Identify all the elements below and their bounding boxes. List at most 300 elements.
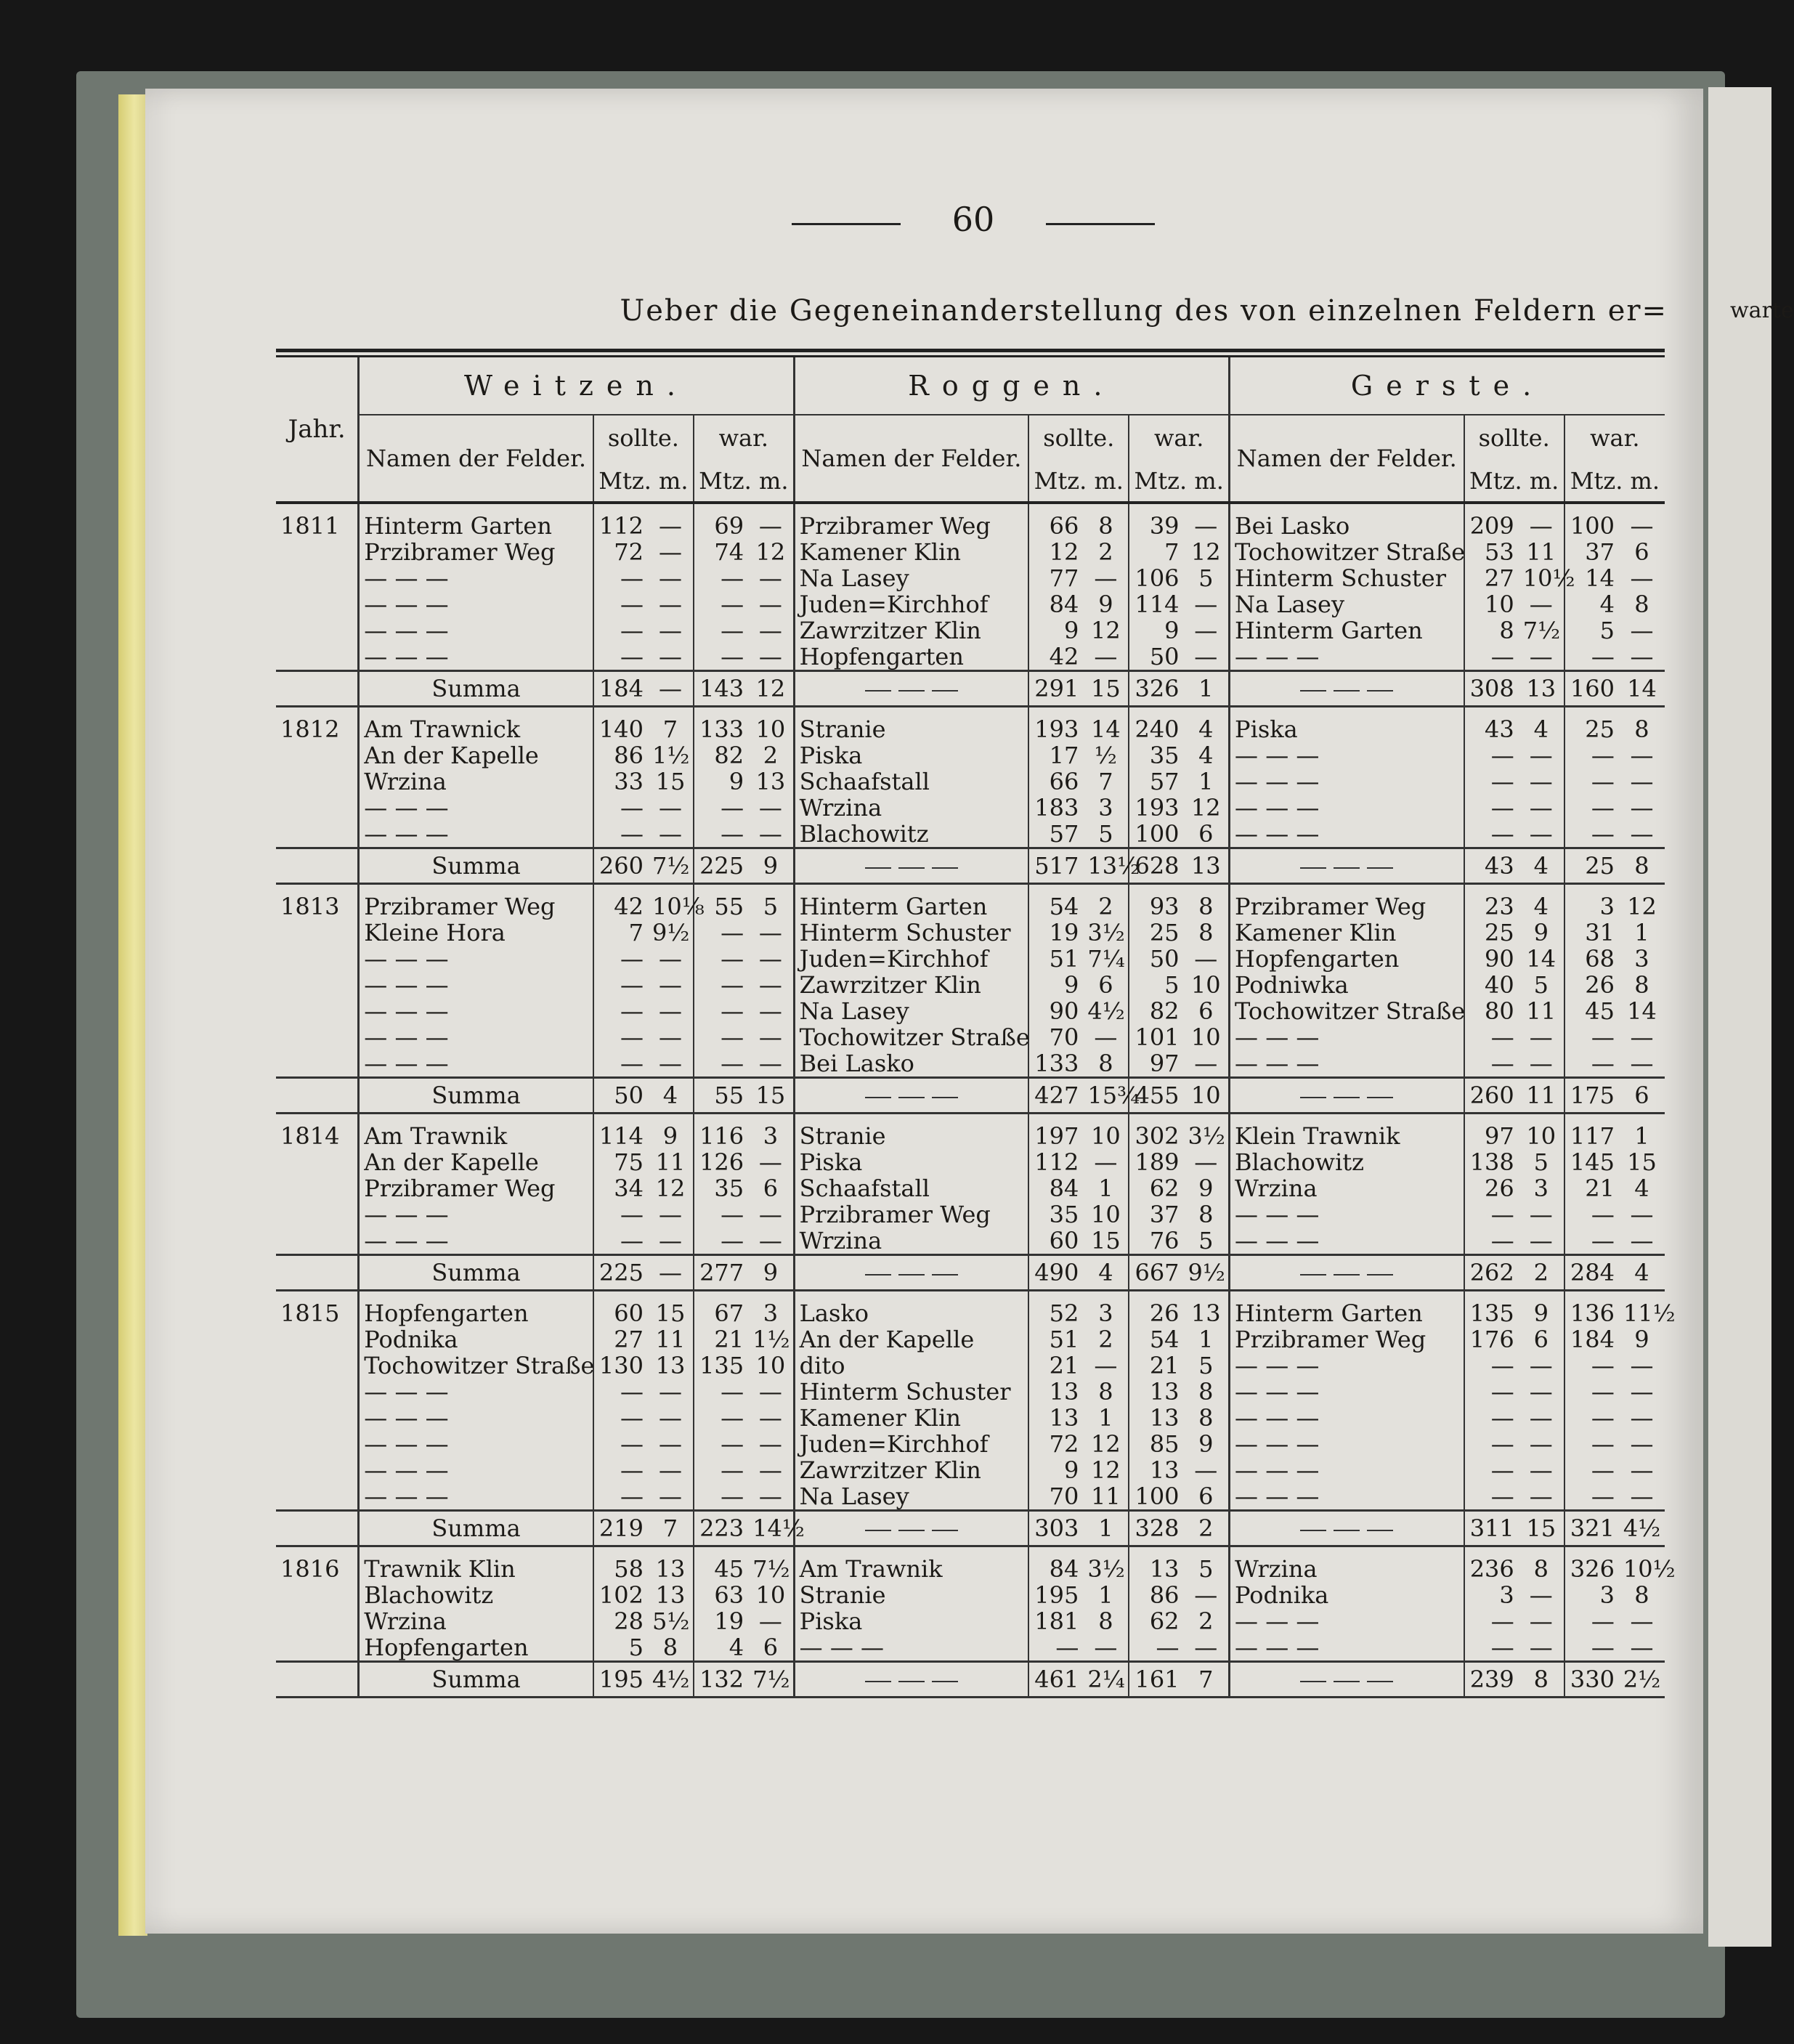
- field-name-cell: Wrzina: [1230, 1175, 1464, 1201]
- sollte-header: sollte.: [1464, 415, 1564, 461]
- value-cell: —: [593, 1024, 648, 1050]
- field-name-cell: — — —: [1230, 1457, 1464, 1483]
- value-cell: 10: [1091, 1201, 1121, 1228]
- value-cell: —: [658, 1404, 682, 1432]
- field-name-cell: — — —: [1230, 1608, 1464, 1634]
- value-cell: 133: [694, 707, 748, 743]
- sum-value-cell: 184: [593, 671, 648, 707]
- value-cell: 26: [1464, 1175, 1519, 1201]
- field-name-cell: — — —: [1230, 821, 1464, 848]
- value-cell: 6: [1098, 971, 1113, 999]
- value-cell: —: [758, 1456, 782, 1484]
- sum-row: [276, 1255, 1665, 1291]
- sum-value-cell: 308: [1464, 671, 1519, 707]
- sum-spacer: [1230, 848, 1464, 884]
- value-cell: 2: [1198, 1607, 1214, 1635]
- value-cell: —: [694, 1024, 748, 1050]
- value-cell: 54: [1129, 1326, 1183, 1352]
- value-cell: 12: [1028, 539, 1083, 565]
- value-cell: 69: [694, 503, 748, 539]
- field-name-cell: — — —: [1230, 1405, 1464, 1431]
- value-cell: 193: [1028, 707, 1083, 743]
- sum-value-cell: 6: [1619, 1078, 1665, 1114]
- value-cell: —: [758, 1430, 782, 1458]
- value-cell: 52: [1028, 1291, 1083, 1327]
- dash-mark: [898, 1530, 925, 1531]
- field-name-cell: Hopfengarten: [359, 1634, 593, 1662]
- value-cell: —: [1564, 821, 1619, 848]
- table-row: [276, 1149, 1665, 1175]
- value-cell: 8: [1198, 1378, 1214, 1406]
- value-cell: 50: [1129, 946, 1183, 972]
- sum-value-cell: 1: [1083, 1511, 1129, 1546]
- field-name-cell: — — —: [359, 1483, 593, 1511]
- value-cell: 39: [1129, 503, 1183, 539]
- table-row: [276, 946, 1665, 972]
- table-row: [276, 707, 1665, 743]
- field-name-cell: Bei Lasko: [1230, 503, 1464, 539]
- value-cell: 84: [1028, 1175, 1083, 1201]
- value-cell: —: [1464, 1483, 1519, 1511]
- sum-value-cell: 13: [1184, 848, 1230, 884]
- dash-mark: [865, 1681, 891, 1682]
- value-cell: 176: [1464, 1326, 1519, 1352]
- dash-mark: [1334, 690, 1360, 692]
- value-cell: 15: [1627, 1148, 1657, 1176]
- value-cell: 21: [1028, 1352, 1083, 1379]
- value-cell: 58: [593, 1546, 648, 1583]
- value-cell: —: [1630, 742, 1654, 769]
- value-cell: —: [593, 1483, 648, 1511]
- value-cell: —: [1194, 512, 1218, 540]
- value-cell: —: [593, 1228, 648, 1255]
- harvest-table: [276, 357, 1676, 1698]
- value-cell: 1: [1634, 1122, 1649, 1150]
- sum-value-cell: 43: [1464, 848, 1519, 884]
- field-name-cell: — — —: [1230, 1431, 1464, 1457]
- value-cell: —: [1630, 1227, 1654, 1254]
- sum-label: Summa: [359, 1255, 593, 1291]
- value-cell: —: [593, 795, 648, 821]
- dash-mark: [898, 1274, 925, 1276]
- dash-mark: [1300, 1530, 1326, 1531]
- value-cell: —: [658, 997, 682, 1025]
- value-cell: —: [1194, 1148, 1218, 1176]
- value-cell: —: [1529, 1404, 1553, 1432]
- sum-value-cell: 517: [1028, 848, 1083, 884]
- value-cell: —: [694, 998, 748, 1024]
- value-cell: 31: [1564, 920, 1619, 946]
- field-name-cell: Kamener Klin: [1230, 920, 1464, 946]
- table-row: [276, 742, 1665, 768]
- field-name-cell: Wrzina: [794, 795, 1028, 821]
- value-cell: 72: [1028, 1431, 1083, 1457]
- table-row: [276, 821, 1665, 848]
- value-cell: —: [658, 591, 682, 618]
- value-cell: 17: [1028, 742, 1083, 768]
- value-cell: —: [758, 1227, 782, 1254]
- value-cell: —: [593, 998, 648, 1024]
- sum-value-cell: 490: [1028, 1255, 1083, 1291]
- value-cell: 62: [1129, 1175, 1183, 1201]
- value-cell: 12: [1190, 538, 1221, 566]
- sum-value-cell: 25: [1564, 848, 1619, 884]
- value-cell: —: [1464, 768, 1519, 795]
- value-cell: —: [1564, 1228, 1619, 1255]
- sum-value-cell: 2: [1519, 1255, 1564, 1291]
- sum-value-cell: 8: [1619, 848, 1665, 884]
- value-cell: 21: [694, 1326, 748, 1352]
- grain-header-row: [276, 357, 1665, 415]
- value-cell: 19: [694, 1608, 748, 1634]
- value-cell: —: [1564, 1024, 1619, 1050]
- value-cell: 11: [1091, 1483, 1121, 1510]
- value-cell: 13: [1190, 1299, 1221, 1327]
- value-cell: —: [1529, 1581, 1553, 1609]
- value-cell: 82: [694, 742, 748, 768]
- field-name-cell: Zawrzitzer Klin: [794, 1457, 1028, 1483]
- sum-year-spacer: [276, 671, 359, 707]
- dash-mark: [932, 867, 958, 869]
- dash-mark: [898, 1097, 925, 1098]
- value-cell: —: [758, 1148, 782, 1176]
- sum-row: [276, 1662, 1665, 1698]
- field-name-cell: — — —: [1230, 742, 1464, 768]
- value-cell: —: [758, 794, 782, 822]
- value-cell: 25: [1464, 920, 1519, 946]
- sum-value-cell: 4: [648, 1078, 694, 1114]
- value-cell: —: [1194, 617, 1218, 644]
- value-cell: —: [1529, 820, 1553, 848]
- value-cell: 15: [1091, 1227, 1121, 1254]
- value-cell: 240: [1129, 707, 1183, 743]
- field-name-cell: Tochowitzer Straße: [359, 1352, 593, 1379]
- value-cell: —: [1630, 820, 1654, 848]
- value-cell: —: [658, 564, 682, 592]
- field-name-cell: — — —: [1230, 1634, 1464, 1662]
- sum-value-cell: 9: [748, 1255, 794, 1291]
- value-cell: 10½: [1522, 564, 1575, 592]
- table-row: [276, 565, 1665, 591]
- value-cell: 4½: [1087, 997, 1125, 1025]
- value-cell: —: [1630, 768, 1654, 795]
- value-cell: —: [658, 1227, 682, 1254]
- value-cell: —: [758, 1050, 782, 1077]
- table-row: [276, 998, 1665, 1024]
- value-cell: 86: [593, 742, 648, 768]
- value-cell: 10½: [1623, 1555, 1676, 1583]
- field-name-cell: — — —: [794, 1634, 1028, 1662]
- value-cell: 82: [1129, 998, 1183, 1024]
- value-cell: —: [593, 617, 648, 644]
- units-header: Mtz. m.: [593, 461, 694, 503]
- value-cell: 14: [1627, 997, 1657, 1025]
- value-cell: —: [1094, 1148, 1118, 1176]
- value-cell: —: [1464, 742, 1519, 768]
- value-cell: 8: [1198, 1404, 1214, 1432]
- sum-value-cell: 219: [593, 1511, 648, 1546]
- sum-spacer: [1230, 1662, 1464, 1698]
- value-cell: 7: [1129, 539, 1183, 565]
- value-cell: —: [758, 512, 782, 540]
- value-cell: —: [658, 820, 682, 848]
- field-name-cell: Klein Trawnik: [1230, 1114, 1464, 1150]
- value-cell: 1: [1634, 919, 1649, 946]
- value-cell: —: [1464, 821, 1519, 848]
- field-name-cell: Hinterm Schuster: [794, 1379, 1028, 1405]
- field-name-cell: — — —: [359, 1379, 593, 1405]
- value-cell: 60: [1028, 1228, 1083, 1255]
- sum-value-cell: 10: [1184, 1078, 1230, 1114]
- field-name-cell: Przibramer Weg: [359, 539, 593, 565]
- field-name-cell: Blachowitz: [359, 1582, 593, 1608]
- sum-value-cell: 15¾: [1083, 1078, 1129, 1114]
- value-cell: 193: [1129, 795, 1183, 821]
- sum-value-cell: 8: [1519, 1662, 1564, 1698]
- value-cell: 97: [1129, 1050, 1183, 1078]
- value-cell: 4: [1533, 893, 1549, 920]
- value-cell: 25: [1129, 920, 1183, 946]
- value-cell: —: [1529, 1050, 1553, 1077]
- year-cell: 1815: [280, 1299, 340, 1327]
- field-name-cell: Podnika: [359, 1326, 593, 1352]
- field-name-cell: Przibramer Weg: [1230, 1326, 1464, 1352]
- field-name-cell: — — —: [359, 998, 593, 1024]
- field-name-cell: — — —: [1230, 1483, 1464, 1511]
- value-cell: —: [1529, 643, 1553, 670]
- sum-value-cell: 9½: [1184, 1255, 1230, 1291]
- value-cell: —: [758, 1023, 782, 1051]
- value-cell: 3: [1464, 1582, 1519, 1608]
- sum-spacer: [794, 1511, 1028, 1546]
- table-caption: Ueber die Gegeneinanderstellung des von einzelnen Feldern er=: [620, 294, 1668, 328]
- value-cell: 57: [1129, 768, 1183, 795]
- value-cell: 70: [1028, 1483, 1083, 1511]
- value-cell: —: [758, 643, 782, 670]
- field-name-cell: An der Kapelle: [359, 1149, 593, 1175]
- value-cell: 5: [593, 1634, 648, 1662]
- field-name-cell: Blachowitz: [1230, 1149, 1464, 1175]
- value-cell: 3½: [1087, 1555, 1125, 1583]
- field-name-cell: An der Kapelle: [359, 742, 593, 768]
- value-cell: 117: [1564, 1114, 1619, 1150]
- value-cell: 14: [1564, 565, 1619, 591]
- value-cell: 62: [1129, 1608, 1183, 1634]
- value-cell: —: [1529, 1483, 1553, 1510]
- value-cell: 28: [593, 1608, 648, 1634]
- value-cell: 2: [1098, 538, 1113, 566]
- value-cell: 100: [1129, 821, 1183, 848]
- value-cell: 13: [1028, 1405, 1083, 1431]
- value-cell: 11½: [1623, 1299, 1676, 1327]
- sum-value-cell: 311: [1464, 1511, 1519, 1546]
- sum-value-cell: 225: [694, 848, 748, 884]
- sum-row: [276, 671, 1665, 707]
- value-cell: —: [1094, 564, 1118, 592]
- sum-value-cell: 262: [1464, 1255, 1519, 1291]
- value-cell: —: [1564, 1050, 1619, 1078]
- value-cell: 130: [593, 1352, 648, 1379]
- field-name-cell: — — —: [359, 591, 593, 617]
- field-name-cell: — — —: [359, 795, 593, 821]
- value-cell: 8: [1098, 1378, 1113, 1406]
- value-cell: 1: [1098, 1175, 1113, 1202]
- dash-mark: [1300, 690, 1326, 692]
- sum-spacer: [1230, 671, 1464, 707]
- dash-mark: [932, 1530, 958, 1531]
- sum-year-spacer: [276, 1078, 359, 1114]
- sum-spacer: [794, 1255, 1028, 1291]
- table-body: [276, 503, 1676, 1698]
- sum-value-cell: 55: [694, 1078, 748, 1114]
- value-cell: 1: [1198, 768, 1214, 795]
- value-cell: —: [1464, 1457, 1519, 1483]
- sum-row: [276, 1078, 1665, 1114]
- value-cell: —: [758, 820, 782, 848]
- sum-value-cell: 277: [694, 1255, 748, 1291]
- value-cell: 51: [1028, 1326, 1083, 1352]
- value-cell: —: [1564, 1405, 1619, 1431]
- value-cell: 8: [1098, 1050, 1113, 1077]
- value-cell: 6: [1634, 538, 1649, 566]
- value-cell: 1: [1198, 1326, 1214, 1353]
- value-cell: 4: [694, 1634, 748, 1662]
- value-cell: —: [694, 617, 748, 644]
- value-cell: —: [1529, 794, 1553, 822]
- value-cell: 34: [593, 1175, 648, 1201]
- value-cell: 97: [1464, 1114, 1519, 1150]
- sum-label: Summa: [359, 1078, 593, 1114]
- value-cell: 8: [1634, 971, 1649, 999]
- sum-spacer: [1230, 1511, 1464, 1546]
- value-cell: —: [593, 821, 648, 848]
- value-cell: —: [758, 919, 782, 946]
- sum-value-cell: 7: [648, 1511, 694, 1546]
- field-name-cell: Na Lasey: [794, 565, 1028, 591]
- field-name-cell: — — —: [359, 946, 593, 972]
- sum-spacer: [794, 848, 1028, 884]
- value-cell: 10: [1190, 971, 1221, 999]
- value-cell: —: [694, 1379, 748, 1405]
- value-cell: —: [1464, 1431, 1519, 1457]
- value-cell: 135: [694, 1352, 748, 1379]
- table-row: [276, 1483, 1665, 1511]
- value-cell: —: [1630, 794, 1654, 822]
- value-cell: 77: [1028, 565, 1083, 591]
- value-cell: 10: [1190, 1023, 1221, 1051]
- field-name-cell: — — —: [359, 644, 593, 671]
- value-cell: 101: [1129, 1024, 1183, 1050]
- field-name-cell: Schaafstall: [794, 1175, 1028, 1201]
- value-cell: —: [758, 617, 782, 644]
- value-cell: —: [694, 1457, 748, 1483]
- value-cell: —: [1529, 1227, 1553, 1254]
- value-cell: 3½: [1087, 919, 1125, 946]
- value-cell: 10: [755, 1581, 786, 1609]
- value-cell: 8: [1634, 1581, 1649, 1609]
- table-row: [276, 1050, 1665, 1078]
- barley-header: Gerste.: [1230, 357, 1665, 415]
- value-cell: —: [1529, 1352, 1553, 1379]
- value-cell: 45: [694, 1546, 748, 1583]
- value-cell: —: [1564, 1352, 1619, 1379]
- sum-value-cell: 2¼: [1083, 1662, 1129, 1698]
- value-cell: 181: [1028, 1608, 1083, 1634]
- value-cell: —: [1564, 1201, 1619, 1228]
- value-cell: —: [593, 972, 648, 998]
- field-name-cell: Hinterm Garten: [794, 884, 1028, 920]
- value-cell: 209: [1464, 503, 1519, 539]
- value-cell: 8: [1198, 893, 1214, 920]
- dash-mark: [1334, 1274, 1360, 1276]
- value-cell: 13: [1129, 1546, 1183, 1583]
- value-cell: —: [758, 1483, 782, 1510]
- value-cell: 26: [1564, 972, 1619, 998]
- value-cell: —: [593, 1405, 648, 1431]
- value-cell: 10: [1091, 1122, 1121, 1150]
- value-cell: 5: [1198, 564, 1214, 592]
- value-cell: 6: [763, 1175, 779, 1202]
- value-cell: 10: [755, 715, 786, 743]
- rye-header: Roggen.: [794, 357, 1229, 415]
- value-cell: 43: [1464, 707, 1519, 743]
- sum-value-cell: —: [648, 671, 694, 707]
- dash-mark: [1367, 867, 1393, 869]
- field-name-cell: — — —: [1230, 795, 1464, 821]
- value-cell: 8: [1634, 591, 1649, 618]
- value-cell: 3: [1634, 945, 1649, 973]
- value-cell: 3: [1564, 1582, 1619, 1608]
- table-row: [276, 1546, 1665, 1583]
- field-name-cell: Na Lasey: [1230, 591, 1464, 617]
- value-cell: —: [658, 1050, 682, 1077]
- value-cell: 37: [1129, 1201, 1183, 1228]
- value-cell: 3: [763, 1122, 779, 1150]
- dash-mark: [1367, 1097, 1393, 1098]
- value-cell: —: [1464, 1379, 1519, 1405]
- value-cell: —: [694, 1050, 748, 1078]
- sum-value-cell: 2½: [1619, 1662, 1665, 1698]
- value-cell: —: [1194, 1634, 1218, 1661]
- value-cell: —: [658, 971, 682, 999]
- sum-row: [276, 848, 1665, 884]
- sum-value-cell: 291: [1028, 671, 1083, 707]
- value-cell: 35: [1028, 1201, 1083, 1228]
- value-cell: 9: [1198, 1175, 1214, 1202]
- value-cell: —: [1630, 1607, 1654, 1635]
- units-header: Mtz. m.: [1564, 461, 1665, 503]
- dash-mark: [1367, 1681, 1393, 1682]
- value-cell: 84: [1028, 591, 1083, 617]
- value-cell: 2: [1098, 1326, 1113, 1353]
- value-cell: —: [694, 1201, 748, 1228]
- field-name-cell: Kamener Klin: [794, 1405, 1028, 1431]
- field-name-cell: Lasko: [794, 1291, 1028, 1327]
- field-name-cell: Tochowitzer Straße: [1230, 539, 1464, 565]
- dash-mark: [1300, 1681, 1326, 1682]
- value-cell: 74: [694, 539, 748, 565]
- sum-value-cell: 4: [1083, 1255, 1129, 1291]
- value-cell: —: [1630, 1352, 1654, 1379]
- value-cell: 9: [1098, 591, 1113, 618]
- value-cell: —: [1529, 591, 1553, 618]
- value-cell: —: [1194, 1456, 1218, 1484]
- sum-spacer: [794, 671, 1028, 707]
- field-name-cell: Hinterm Garten: [1230, 1291, 1464, 1327]
- value-cell: 2: [763, 742, 779, 769]
- value-cell: 189: [1129, 1149, 1183, 1175]
- value-cell: 8: [1198, 919, 1214, 946]
